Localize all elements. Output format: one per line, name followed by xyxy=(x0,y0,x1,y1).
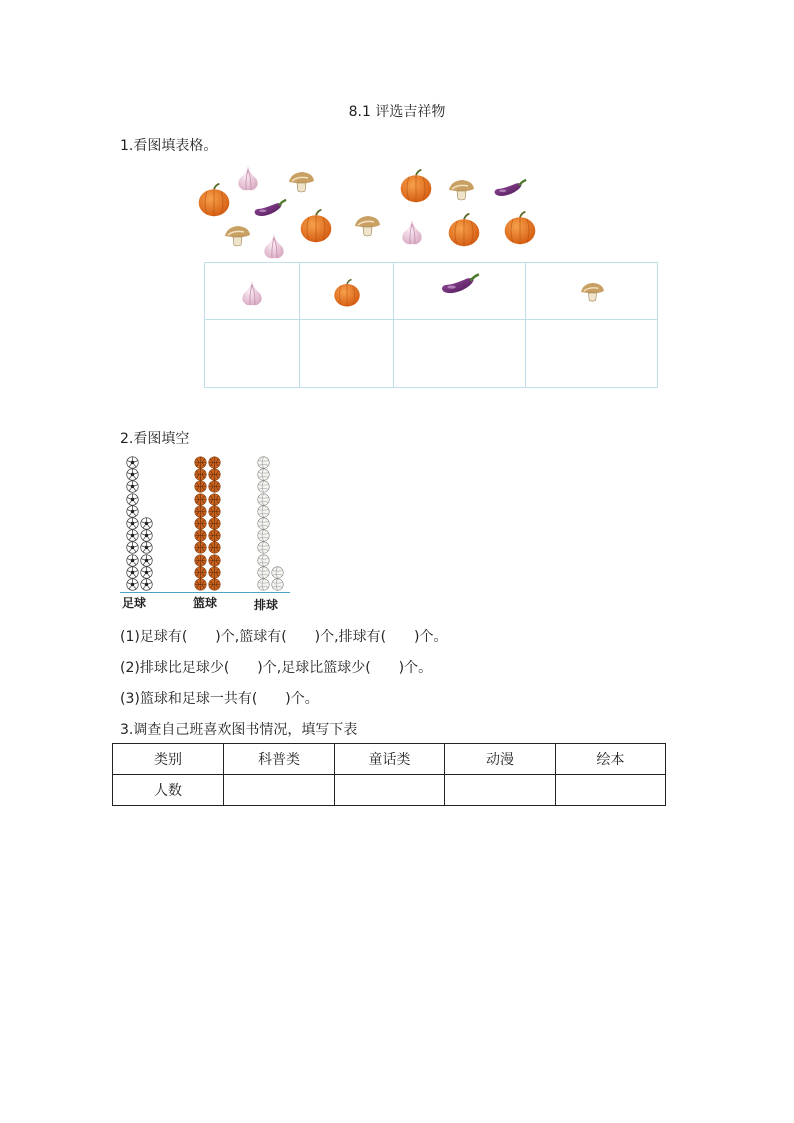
fill-blank-line-3: (3)篮球和足球一共有( )个。 xyxy=(120,691,319,707)
soccer-ball-icon xyxy=(126,517,139,530)
tally-header-row xyxy=(205,263,658,320)
survey-count-row xyxy=(113,775,666,806)
header-cell-science: 科普类 xyxy=(224,744,335,775)
soccer-ball-icon xyxy=(126,468,139,481)
question-3-label: 3.调查自己班喜欢图书情况，填写下表 xyxy=(120,722,358,738)
soccer-ball-icon xyxy=(140,554,153,567)
soccer-ball-icon xyxy=(126,456,139,469)
question-1-label: 1.看图填表格。 xyxy=(120,138,218,154)
soccer-ball-icon xyxy=(126,493,139,506)
basketball-icon xyxy=(208,493,221,506)
volleyball-icon xyxy=(257,566,270,579)
basketball-icon xyxy=(194,566,207,579)
garlic-icon xyxy=(234,164,262,192)
basketball-icon xyxy=(194,554,207,567)
mushroom-icon xyxy=(222,224,252,248)
soccer-ball-icon xyxy=(140,566,153,579)
basketball-icon xyxy=(208,517,221,530)
soccer-ball-icon xyxy=(126,541,139,554)
question-2-label: 2.看图填空 xyxy=(120,431,190,447)
volleyball-icon xyxy=(257,468,270,481)
pumpkin-icon xyxy=(298,208,334,244)
soccer-ball-icon xyxy=(140,541,153,554)
volleyball-icon xyxy=(257,493,270,506)
soccer-ball-icon xyxy=(126,554,139,567)
soccer-ball-icon xyxy=(126,480,139,493)
volleyball-icon xyxy=(271,566,284,579)
basketball-icon xyxy=(194,529,207,542)
soccer-ball-icon xyxy=(140,529,153,542)
tally-cell-pumpkin xyxy=(300,263,394,320)
volleyball-icon xyxy=(257,505,270,518)
soccer-ball-icon xyxy=(126,505,139,518)
survey-header-row xyxy=(113,744,666,775)
header-cell-anime: 动漫 xyxy=(445,744,556,775)
volleyball-icon xyxy=(257,578,270,591)
tally-table xyxy=(204,262,658,388)
volleyball-icon xyxy=(257,554,270,567)
survey-table xyxy=(112,743,666,806)
survey-answer-cell[interactable] xyxy=(556,775,666,806)
soccer-ball-icon xyxy=(126,529,139,542)
basketball-icon xyxy=(208,529,221,542)
eggplant-icon xyxy=(492,178,528,200)
basketball-icon xyxy=(208,468,221,481)
tally-cell-mushroom xyxy=(526,263,658,320)
tally-answer-cell[interactable] xyxy=(394,320,526,388)
mushroom-icon xyxy=(352,214,382,238)
category-label-basketball: 篮球 xyxy=(193,596,218,610)
tally-answer-cell[interactable] xyxy=(300,320,394,388)
volleyball-icon xyxy=(257,456,270,469)
volleyball-icon xyxy=(257,480,270,493)
basketball-icon xyxy=(208,456,221,469)
garlic-icon xyxy=(398,218,426,246)
eggplant-icon xyxy=(439,272,481,298)
fill-blank-line-2: (2)排球比足球少( )个,足球比篮球少( )个。 xyxy=(120,660,433,676)
mushroom-icon xyxy=(286,170,316,194)
basketball-icon xyxy=(208,505,221,518)
basketball-icon xyxy=(194,493,207,506)
pumpkin-icon xyxy=(398,168,434,204)
soccer-ball-icon xyxy=(126,566,139,579)
basketball-icon xyxy=(208,480,221,493)
header-cell-picture-book: 绘本 xyxy=(556,744,666,775)
soccer-ball-icon xyxy=(140,578,153,591)
tally-answer-cell[interactable] xyxy=(526,320,658,388)
volleyball-icon xyxy=(257,541,270,554)
eggplant-icon xyxy=(252,198,288,220)
fill-blank-line-1: (1)足球有( )个,篮球有( )个,排球有( )个。 xyxy=(120,629,448,645)
tally-answer-cell[interactable] xyxy=(205,320,300,388)
pumpkin-icon xyxy=(196,182,232,218)
tally-cell-garlic xyxy=(205,263,300,320)
vegetable-picture xyxy=(190,162,550,262)
pumpkin-icon xyxy=(502,210,538,246)
basketball-icon xyxy=(194,541,207,554)
basketball-icon xyxy=(194,456,207,469)
survey-answer-cell[interactable] xyxy=(224,775,335,806)
tally-answer-row xyxy=(205,320,658,388)
header-cell-category: 类别 xyxy=(113,744,224,775)
header-cell-fairy-tale: 童话类 xyxy=(335,744,445,775)
survey-answer-cell[interactable] xyxy=(445,775,556,806)
soccer-ball-icon xyxy=(140,517,153,530)
garlic-icon xyxy=(238,279,266,307)
category-label-volleyball: 排球 xyxy=(254,598,279,612)
basketball-icon xyxy=(194,468,207,481)
basketball-icon xyxy=(208,541,221,554)
row-label-count: 人数 xyxy=(113,775,224,806)
pumpkin-icon xyxy=(446,212,482,248)
volleyball-icon xyxy=(257,517,270,530)
mushroom-icon xyxy=(578,281,606,303)
page-title: 8.1 评选吉祥物 xyxy=(348,104,446,120)
basketball-icon xyxy=(208,566,221,579)
basketball-icon xyxy=(208,578,221,591)
soccer-ball-icon xyxy=(126,578,139,591)
survey-answer-cell[interactable] xyxy=(335,775,445,806)
volleyball-icon xyxy=(257,529,270,542)
basketball-icon xyxy=(208,554,221,567)
basketball-icon xyxy=(194,480,207,493)
tally-cell-eggplant xyxy=(394,263,526,320)
garlic-icon xyxy=(260,232,288,260)
basketball-icon xyxy=(194,578,207,591)
pumpkin-icon xyxy=(332,278,362,308)
volleyball-icon xyxy=(271,578,284,591)
basketball-icon xyxy=(194,505,207,518)
basketball-icon xyxy=(194,517,207,530)
category-label-soccer: 足球 xyxy=(122,596,147,610)
mushroom-icon xyxy=(446,178,476,202)
chart-baseline xyxy=(120,592,290,593)
